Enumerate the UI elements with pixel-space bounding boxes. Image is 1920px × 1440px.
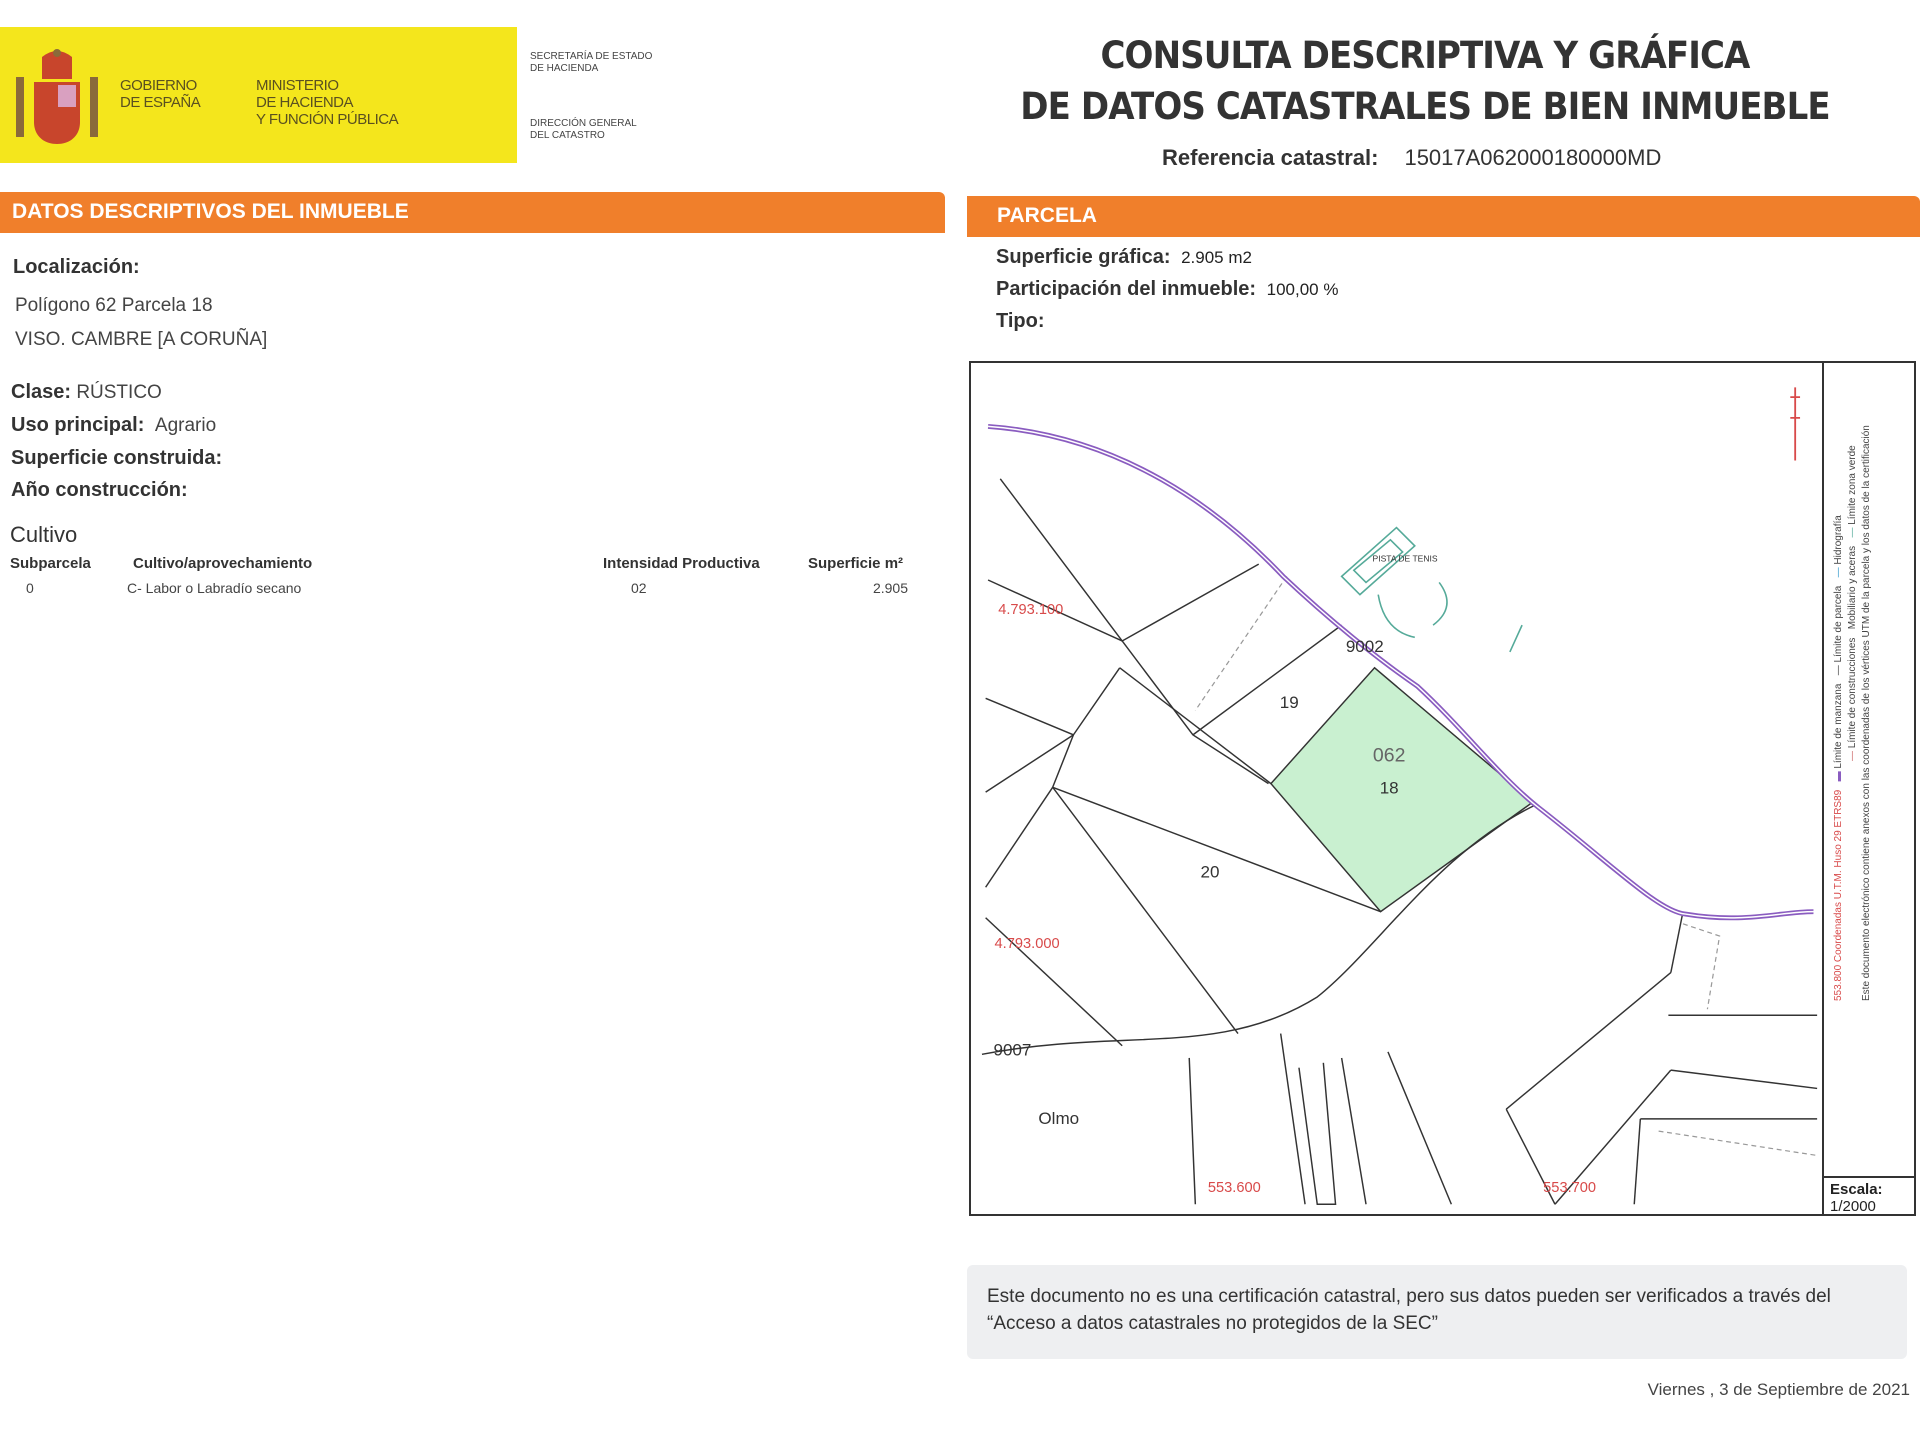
government-logo-banner bbox=[0, 27, 517, 163]
coord-x2: 553.700 bbox=[1543, 1180, 1597, 1197]
col-intensidad: Intensidad Productiva bbox=[603, 555, 760, 572]
uso-row: Uso principal: Agrario bbox=[11, 414, 217, 436]
col-superficie: Superficie m² bbox=[808, 555, 904, 572]
clase-row: Clase: RÚSTICO bbox=[11, 381, 162, 403]
anio-construccion-label: Año construcción: bbox=[11, 479, 188, 501]
label-olmo: Olmo bbox=[1038, 1108, 1080, 1128]
document-date: Viernes , 3 de Septiembre de 2021 bbox=[1647, 1380, 1910, 1399]
highlighted-parcel-18 bbox=[1271, 668, 1533, 912]
coord-y2: 4.793.000 bbox=[994, 936, 1060, 953]
referencia-catastral: Referencia catastral: 15017A062000180000MD bbox=[1162, 145, 1662, 170]
localizacion-label: Localización: bbox=[13, 256, 140, 278]
label-parcel-19: 19 bbox=[1279, 693, 1299, 713]
superficie-construida-label: Superficie construida: bbox=[11, 447, 223, 469]
cell-cultivo: C- Labor o Labradío secano bbox=[127, 580, 302, 596]
map-legend: 553.800 Coordenadas U.T.M. Huso 29 ETRS89 ▬ Límite de manzana — Límite de parcela — Hidrografía — Límite de construcciones Mobiliario y aceras — Límite zona verde Este documento electrónico contiene anexos con las coordenadas de los vértices UTM de la parcela y los datos de la certificación Escala: 1/2000 bbox=[1822, 361, 1916, 1216]
secretaria-text: SECRETARÍA DE ESTADO DE HACIENDA bbox=[530, 51, 653, 74]
page-title-line2: DE DATOS CATASTRALES DE BIEN INMUEBLE bbox=[1020, 85, 1830, 128]
cell-intensidad: 02 bbox=[631, 580, 647, 596]
disclaimer-note: Este documento no es una certificación catastral, pero sus datos pueden ser verificados a través del “Acceso a datos catastrales no protegidos de la SEC” bbox=[967, 1265, 1907, 1359]
cultivo-title: Cultivo bbox=[10, 522, 78, 547]
coat-of-arms-icon bbox=[12, 47, 102, 147]
label-pista-tenis: PISTA DE TENIS bbox=[1372, 553, 1438, 564]
section-parcela: PARCELA bbox=[967, 196, 1920, 237]
label-9002: 9002 bbox=[1345, 636, 1384, 656]
participacion-row: Participación del inmueble: 100,00 % bbox=[996, 278, 1339, 300]
tennis-court bbox=[1342, 528, 1522, 652]
direccion-text: DIRECCIÓN GENERAL DEL CATASTRO bbox=[530, 118, 637, 141]
cell-subparcela: 0 bbox=[26, 580, 34, 596]
superficie-grafica-row: Superficie gráfica: 2.905 m2 bbox=[996, 246, 1252, 268]
coord-x1: 553.600 bbox=[1207, 1180, 1261, 1197]
label-9007: 9007 bbox=[993, 1040, 1032, 1060]
page-title-line1: CONSULTA DESCRIPTIVA Y GRÁFICA bbox=[1100, 34, 1750, 77]
ministerio-text: MINISTERIO DE HACIENDA Y FUNCIÓN PÚBLICA bbox=[256, 77, 399, 128]
map-scale: Escala: 1/2000 bbox=[1824, 1176, 1916, 1216]
tipo-label: Tipo: bbox=[996, 310, 1045, 332]
cell-superficie: 2.905 bbox=[872, 580, 908, 596]
label-parcel-18: 18 bbox=[1379, 778, 1399, 798]
coord-y1: 4.793.100 bbox=[998, 602, 1064, 619]
address-line2: VISO. CAMBRE [A CORUÑA] bbox=[15, 329, 268, 350]
north-arrow-icon bbox=[1790, 387, 1800, 460]
map-drawing bbox=[971, 363, 1822, 1214]
gobierno-text: GOBIERNO DE ESPAÑA bbox=[120, 77, 201, 111]
col-cultivo: Cultivo/aprovechamiento bbox=[133, 555, 313, 572]
cadastral-map[interactable] bbox=[969, 361, 1916, 1216]
section-datos-descriptivos: DATOS DESCRIPTIVOS DEL INMUEBLE bbox=[0, 192, 945, 233]
label-parcel-20: 20 bbox=[1200, 862, 1220, 882]
address-line1: Polígono 62 Parcela 18 bbox=[15, 295, 213, 316]
label-poligono: 062 bbox=[1372, 744, 1406, 767]
col-subparcela: Subparcela bbox=[10, 555, 91, 572]
